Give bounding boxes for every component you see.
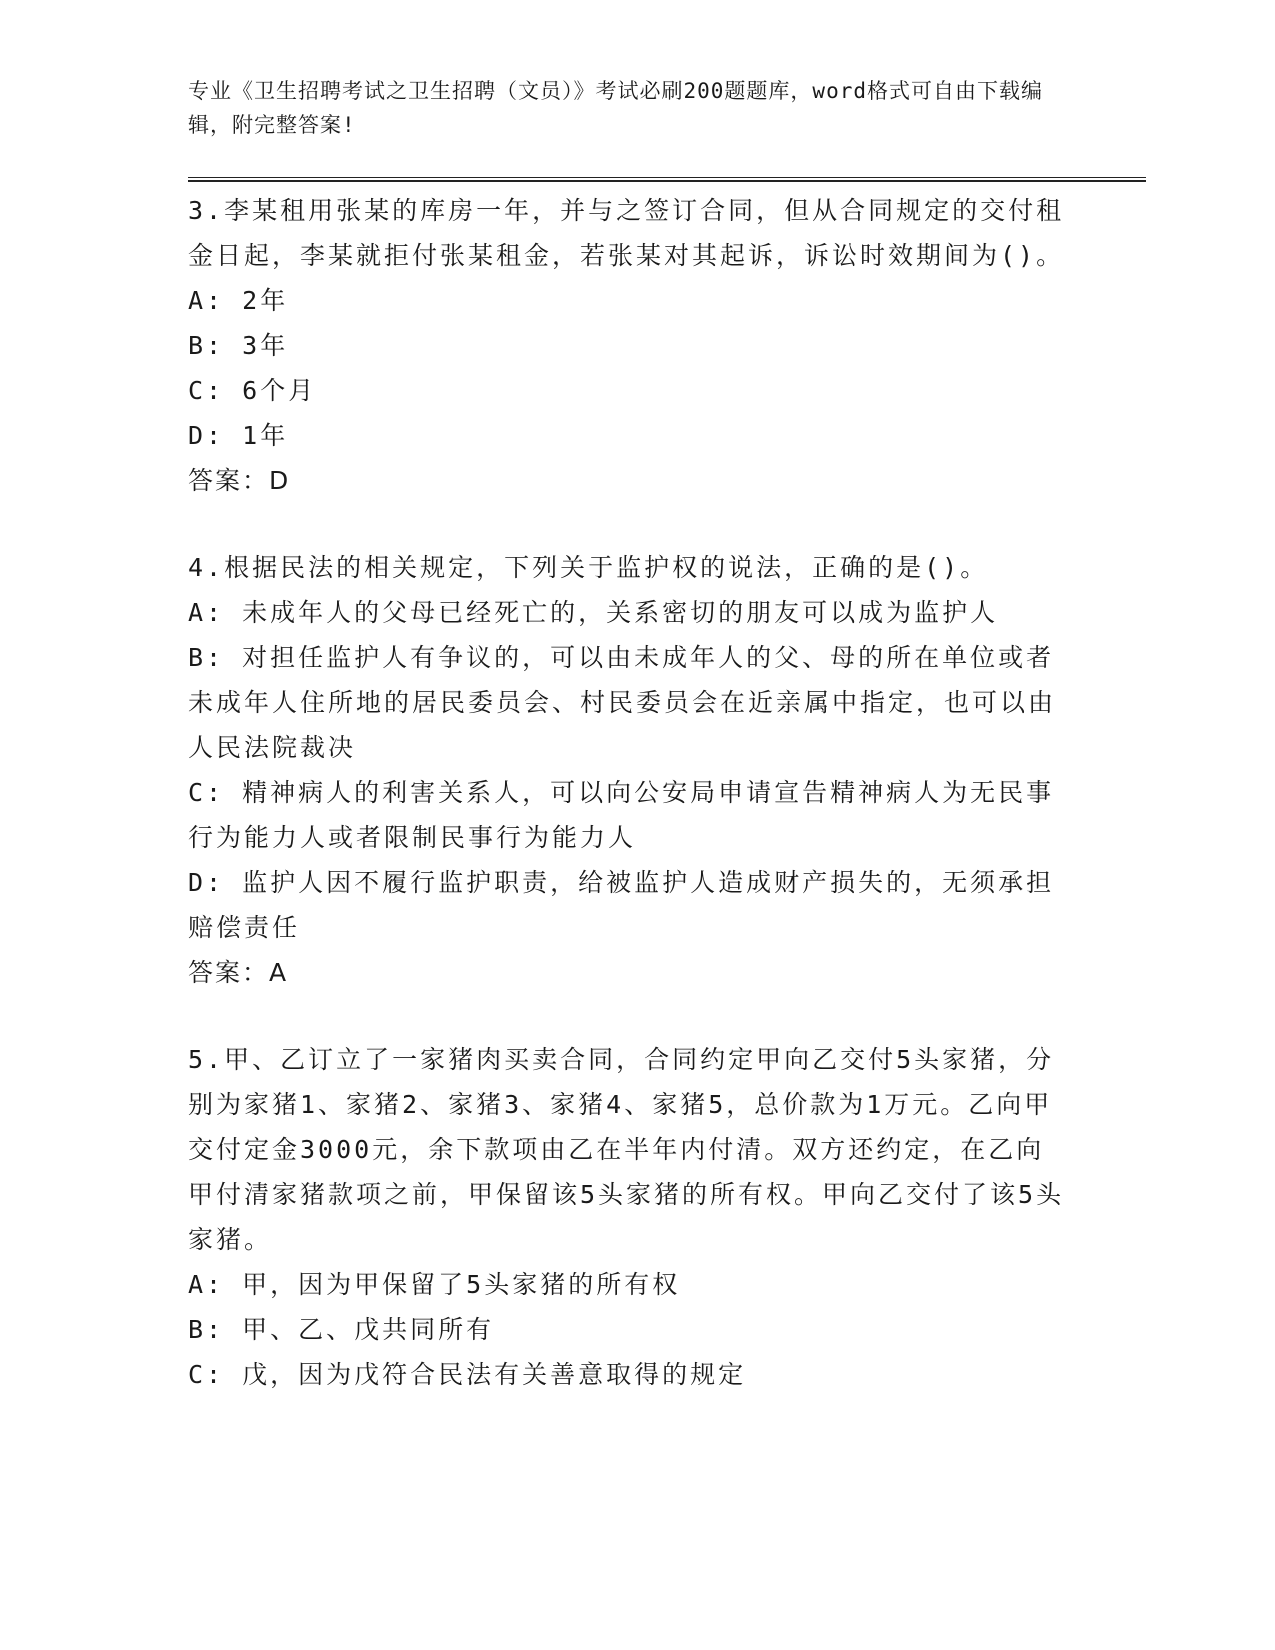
option-b: B: 3年: [188, 331, 289, 360]
question-4: [188, 545, 1068, 995]
header-divider: [188, 177, 1146, 182]
option-b: B: 对担任监护人有争议的，可以由未成年人的父、母的所在单位或者未成年人住所地的居民委员会、村民委员会在近亲属中指定，也可以由人民法院裁决: [188, 643, 1057, 762]
option-c: C: 精神病人的利害关系人，可以向公安局申请宣告精神病人为无民事行为能力人或者限制民事行为能力人: [188, 778, 1055, 852]
question-stem: 3.李某租用张某的库房一年，并与之签订合同，但从合同规定的交付租金日起，李某就拒付张某租金，若张某对其起诉，诉讼时效期间为()。: [188, 196, 1065, 270]
option-d: D: 监护人因不履行监护职责，给被监护人造成财产损失的，无须承担赔偿责任: [188, 868, 1055, 942]
question-stem: 4.根据民法的相关规定，下列关于监护权的说法，正确的是()。: [188, 553, 989, 582]
answer-label: 答案：A: [188, 958, 289, 987]
question-5: [188, 1037, 1068, 1397]
option-d: D: 1年: [188, 421, 289, 450]
option-a: A: 未成年人的父母已经死亡的，关系密切的朋友可以成为监护人: [188, 598, 999, 627]
question-list: [188, 188, 1068, 1439]
option-b: B: 甲、乙、戊共同所有: [188, 1315, 495, 1344]
question-stem: 5.甲、乙订立了一家猪肉买卖合同，合同约定甲向乙交付5头家猪，分别为家猪1、家猪2、家猪3、家猪4、家猪5，总价款为1万元。乙向甲交付定金3000元，余下款项由乙在半年内付清。双方还约定，在乙向甲付清家猪款项之前，甲保留该5头家猪的所有权。甲向乙交付了该5头家猪。: [188, 1045, 1065, 1254]
option-a: A: 2年: [188, 286, 289, 315]
option-a: A: 甲，因为甲保留了5头家猪的所有权: [188, 1270, 681, 1299]
answer-label: 答案：D: [188, 466, 291, 495]
page-header: 专业《卫生招聘考试之卫生招聘（文员）》考试必刷200题题库，word格式可自由下载编辑，附完整答案!: [188, 79, 1043, 137]
option-c: C: 6个月: [188, 376, 317, 405]
question-3: [188, 188, 1068, 503]
option-c: C: 戊，因为戊符合民法有关善意取得的规定: [188, 1360, 747, 1389]
